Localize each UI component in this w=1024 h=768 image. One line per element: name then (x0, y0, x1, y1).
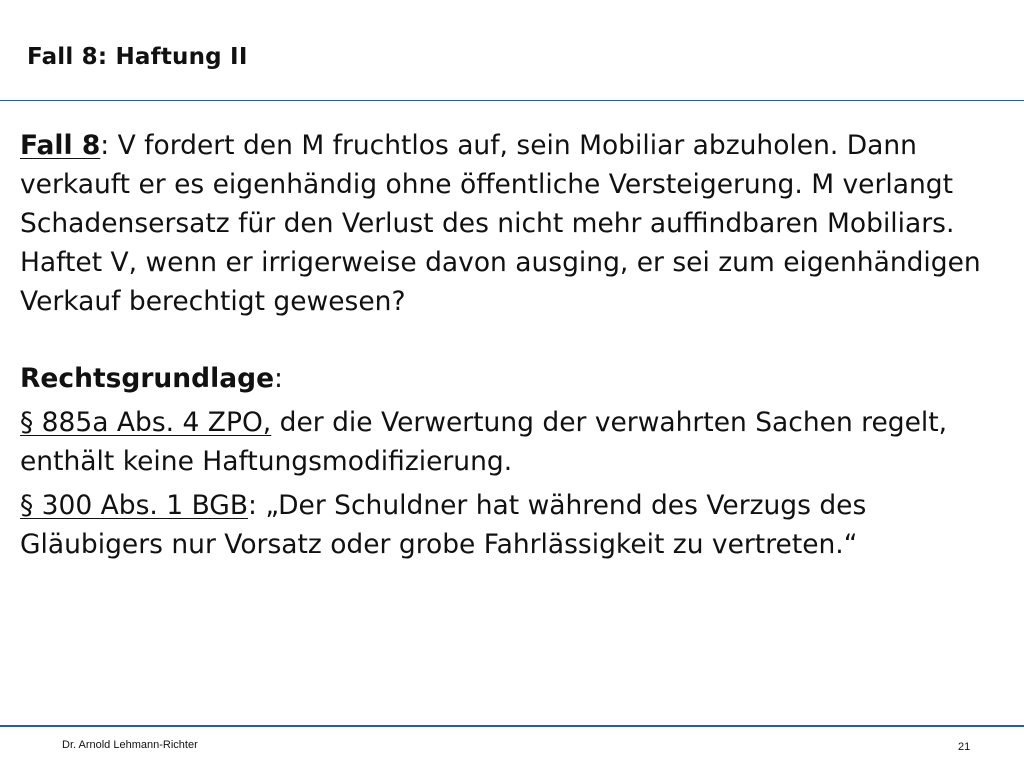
norm1-reference: § 885a Abs. 4 ZPO, (20, 407, 272, 438)
case-label: Fall 8 (20, 130, 101, 161)
norm2-reference: § 300 Abs. 1 BGB (20, 490, 248, 521)
title-divider (0, 100, 1024, 101)
footer-divider (0, 725, 1024, 727)
legal-basis-heading-line (20, 359, 1010, 398)
slide-title: Fall 8: Haftung II (27, 44, 248, 70)
norm1-paragraph (20, 403, 1010, 481)
page-number: 21 (958, 741, 971, 753)
norm1-text: der die Verwertung der verwahrten Sachen regelt, enthält keine Haftungsmodifizierung. (20, 407, 948, 477)
legal-basis-heading: Rechtsgrundlage (20, 363, 275, 394)
norm2-text: : „Der Schuldner hat während des Verzugs des Gläubigers nur Vorsatz oder grobe Fahrlässigkeit zu vertreten.“ (20, 490, 867, 560)
legal-basis-colon: : (274, 363, 283, 394)
case-separator: : (100, 130, 118, 161)
case-paragraph (20, 126, 1010, 321)
case-text: V fordert den M fruchtlos auf, sein Mobiliar abzuholen. Dann verkauft er es eigenhändig ohne öffentliche Versteigerung. M verlangt Schadensersatz für den Verlust des nicht mehr auffindbaren Mobiliars. Haftet V, wenn er irrigerweise davon ausging, er sei zum eigenhändigen Verkauf berechtigt gewesen? (20, 130, 981, 317)
footer-author: Dr. Arnold Lehmann-Richter (62, 739, 198, 751)
norm2-paragraph (20, 486, 1010, 564)
slide-content (20, 126, 1010, 564)
